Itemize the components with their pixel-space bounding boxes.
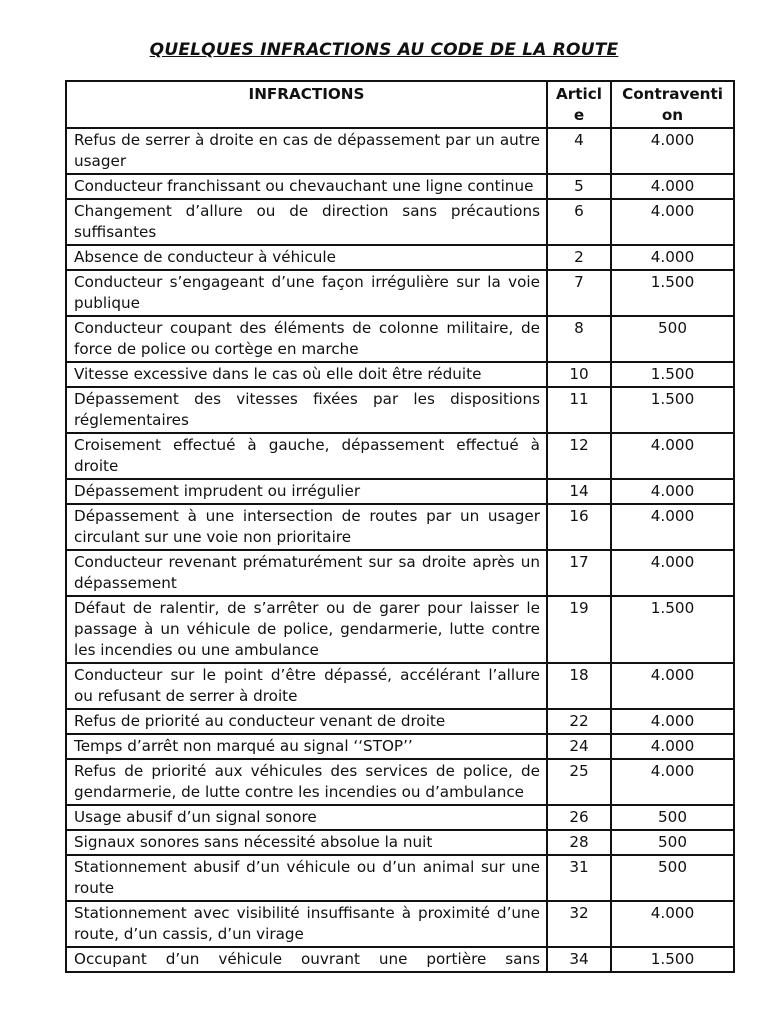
column-header-contravention: Contravention — [611, 81, 734, 128]
infraction-cell: Stationnement avec visibilité insuffisante à proximité d’une route, d’un cassis, d’un virage — [66, 901, 547, 947]
article-cell: 17 — [547, 550, 611, 596]
article-cell: 26 — [547, 805, 611, 830]
article-cell: 11 — [547, 387, 611, 433]
contravention-cell: 1.500 — [611, 596, 734, 663]
contravention-cell: 4.000 — [611, 199, 734, 245]
article-cell: 12 — [547, 433, 611, 479]
contravention-cell: 1.500 — [611, 270, 734, 316]
infraction-cell: Changement d’allure ou de direction sans précautions suffisantes — [66, 199, 547, 245]
article-cell: 19 — [547, 596, 611, 663]
infraction-cell: Absence de conducteur à véhicule — [66, 245, 547, 270]
table-row — [66, 805, 734, 830]
table-row — [66, 734, 734, 759]
table-row — [66, 362, 734, 387]
article-cell: 28 — [547, 830, 611, 855]
infraction-cell: Conducteur sur le point d’être dépassé, accélérant l’allure ou refusant de serrer à droite — [66, 663, 547, 709]
table-row — [66, 709, 734, 734]
article-cell: 8 — [547, 316, 611, 362]
article-cell: 4 — [547, 128, 611, 174]
table-row — [66, 947, 734, 972]
table-row — [66, 128, 734, 174]
infraction-cell: Signaux sonores sans nécessité absolue la nuit — [66, 830, 547, 855]
contravention-cell: 4.000 — [611, 550, 734, 596]
table-row — [66, 433, 734, 479]
contravention-cell: 1.500 — [611, 947, 734, 972]
infraction-cell: Croisement effectué à gauche, dépassement effectué à droite — [66, 433, 547, 479]
infraction-cell: Conducteur franchissant ou chevauchant une ligne continue — [66, 174, 547, 199]
article-cell: 2 — [547, 245, 611, 270]
article-cell: 34 — [547, 947, 611, 972]
infraction-cell: Dépassement des vitesses fixées par les dispositions réglementaires — [66, 387, 547, 433]
page-title: QUELQUES INFRACTIONS AU CODE DE LA ROUTE — [149, 40, 619, 60]
infraction-cell: Conducteur coupant des éléments de colonne militaire, de force de police ou cortège en marche — [66, 316, 547, 362]
table-row — [66, 759, 734, 805]
infraction-cell: Temps d’arrêt non marqué au signal ‘‘STOP’’ — [66, 734, 547, 759]
table-row — [66, 479, 734, 504]
infraction-cell: Stationnement abusif d’un véhicule ou d’un animal sur une route — [66, 855, 547, 901]
infraction-cell: Refus de priorité aux véhicules des services de police, de gendarmerie, de lutte contre les incendies ou d’ambulance — [66, 759, 547, 805]
contravention-cell: 4.000 — [611, 245, 734, 270]
table-row — [66, 270, 734, 316]
article-cell: 25 — [547, 759, 611, 805]
table-row — [66, 245, 734, 270]
contravention-cell: 4.000 — [611, 709, 734, 734]
table-header-row — [66, 81, 734, 128]
column-header-article: Article — [547, 81, 611, 128]
infraction-cell: Conducteur revenant prématurément sur sa droite après un dépassement — [66, 550, 547, 596]
contravention-cell: 1.500 — [611, 387, 734, 433]
infraction-cell: Vitesse excessive dans le cas où elle doit être réduite — [66, 362, 547, 387]
table-row — [66, 901, 734, 947]
table-row — [66, 855, 734, 901]
column-header-infractions: INFRACTIONS — [66, 81, 547, 128]
article-cell: 7 — [547, 270, 611, 316]
infraction-cell: Conducteur s’engageant d’une façon irrégulière sur la voie publique — [66, 270, 547, 316]
article-cell: 16 — [547, 504, 611, 550]
contravention-cell: 4.000 — [611, 901, 734, 947]
table-row — [66, 550, 734, 596]
infraction-cell: Défaut de ralentir, de s’arrêter ou de garer pour laisser le passage à un véhicule de police, gendarmerie, lutte contre les incendies ou une ambulance — [66, 596, 547, 663]
contravention-cell: 4.000 — [611, 174, 734, 199]
infraction-cell: Refus de priorité au conducteur venant de droite — [66, 709, 547, 734]
contravention-cell: 500 — [611, 830, 734, 855]
contravention-cell: 4.000 — [611, 128, 734, 174]
contravention-cell: 500 — [611, 805, 734, 830]
table-row — [66, 504, 734, 550]
article-cell: 6 — [547, 199, 611, 245]
table-row — [66, 596, 734, 663]
article-cell: 5 — [547, 174, 611, 199]
contravention-cell: 500 — [611, 855, 734, 901]
contravention-cell: 4.000 — [611, 734, 734, 759]
infraction-cell: Dépassement à une intersection de routes par un usager circulant sur une voie non prioritaire — [66, 504, 547, 550]
contravention-cell: 4.000 — [611, 663, 734, 709]
article-cell: 22 — [547, 709, 611, 734]
contravention-cell: 1.500 — [611, 362, 734, 387]
table-row — [66, 316, 734, 362]
table-row — [66, 199, 734, 245]
article-cell: 10 — [547, 362, 611, 387]
infraction-cell: Dépassement imprudent ou irrégulier — [66, 479, 547, 504]
infraction-cell: Refus de serrer à droite en cas de dépassement par un autre usager — [66, 128, 547, 174]
article-cell: 14 — [547, 479, 611, 504]
article-cell: 32 — [547, 901, 611, 947]
article-cell: 31 — [547, 855, 611, 901]
table-row — [66, 663, 734, 709]
table-row — [66, 387, 734, 433]
infraction-cell: Occupant d’un véhicule ouvrant une portière sans — [66, 947, 547, 972]
contravention-cell: 4.000 — [611, 479, 734, 504]
table-row — [66, 830, 734, 855]
infractions-table — [65, 80, 735, 973]
table-row — [66, 174, 734, 199]
contravention-cell: 4.000 — [611, 433, 734, 479]
contravention-cell: 4.000 — [611, 759, 734, 805]
infraction-cell: Usage abusif d’un signal sonore — [66, 805, 547, 830]
contravention-cell: 4.000 — [611, 504, 734, 550]
article-cell: 24 — [547, 734, 611, 759]
contravention-cell: 500 — [611, 316, 734, 362]
article-cell: 18 — [547, 663, 611, 709]
